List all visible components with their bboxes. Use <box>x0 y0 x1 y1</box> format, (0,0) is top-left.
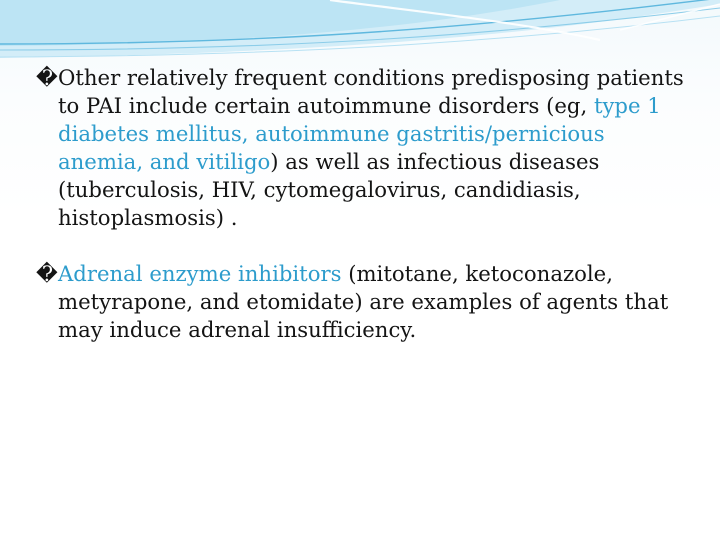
body-text: Other relatively frequent conditions predisposing patients to PAI include certain autoimmune disorders (eg, <box>58 65 684 118</box>
highlighted-text: Adrenal enzyme inhibitors <box>58 261 342 286</box>
bullet-icon: � <box>36 65 58 90</box>
slide-body <box>36 64 696 344</box>
body-text: ) as well as infectious diseases (tuberculosis, HIV, cytomegalovirus, candidiasis, histoplasmosis) . <box>58 149 600 230</box>
body-text: (mitotane, ketoconazole, metyrapone, and etomidate) are examples of agents that may induce adrenal insufficiency. <box>58 261 669 342</box>
bullet-icon: � <box>36 261 58 286</box>
highlighted-text: type 1 diabetes mellitus, autoimmune gastritis/pernicious anemia, and vitiligo <box>58 93 661 174</box>
paragraph-adrenal-inhibitors <box>36 260 696 344</box>
paragraph-pai-conditions <box>36 64 696 232</box>
